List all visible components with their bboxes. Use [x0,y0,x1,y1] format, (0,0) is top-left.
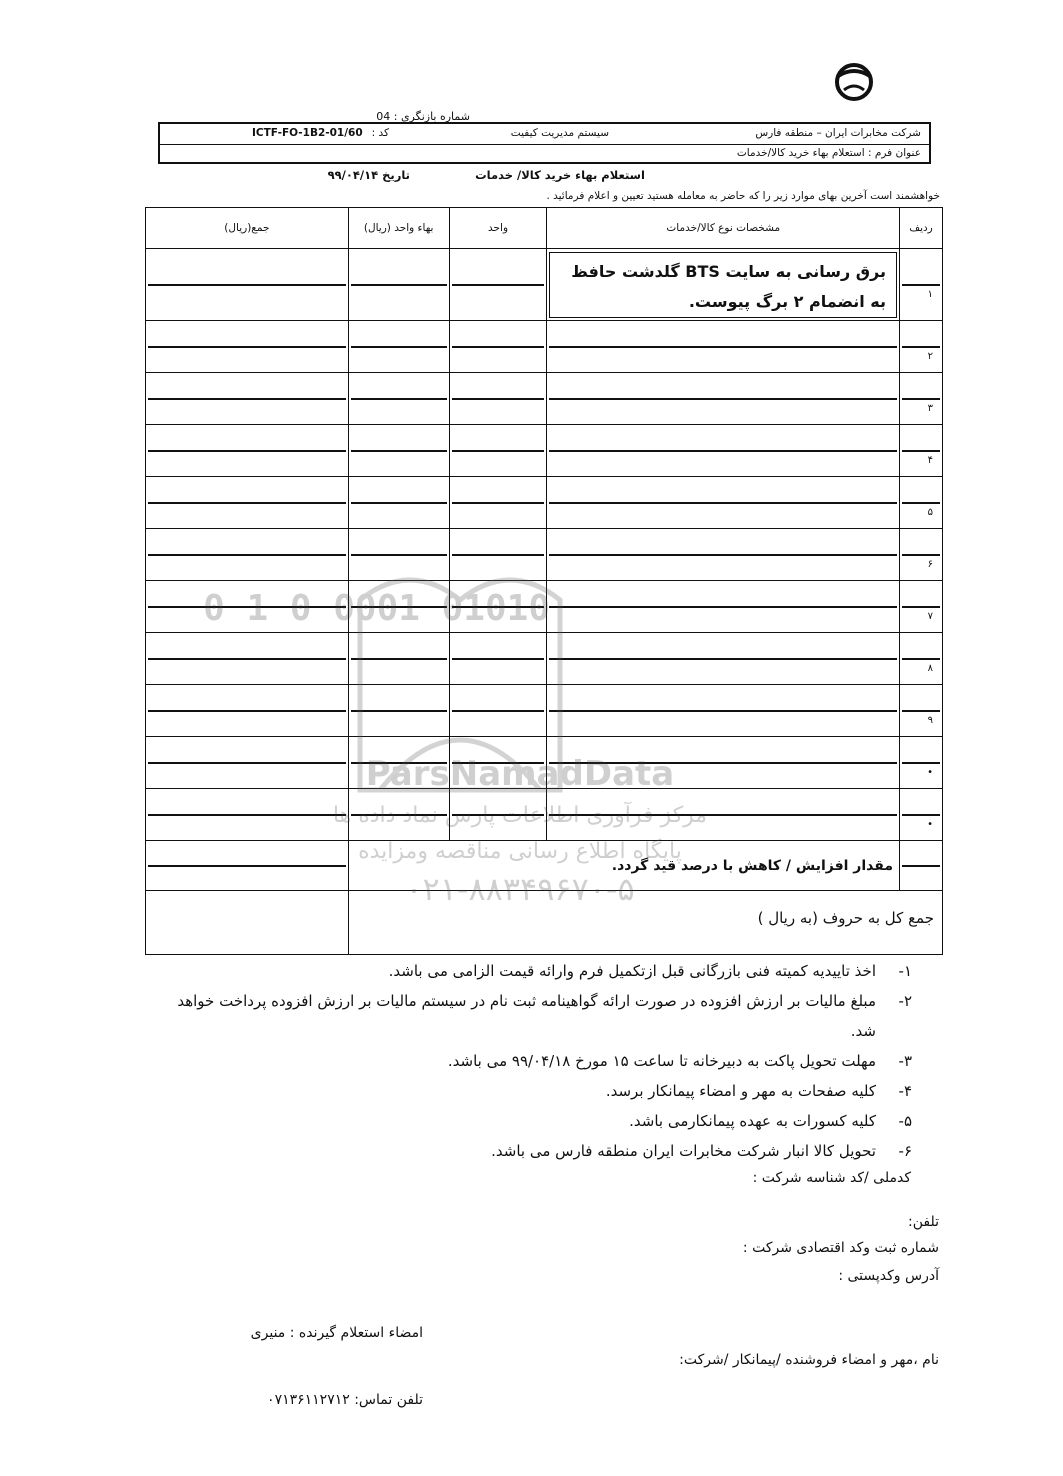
table-row [146,321,943,373]
header-total: جمع(ریال) [146,208,349,249]
phone-label: تلفن: [908,1214,939,1230]
table-row [146,249,943,321]
row-number: ۵ [927,506,933,518]
seller-signature-label: نام ،مهر و امضاء فروشنده /پیمانکار /شرکت: [679,1352,939,1368]
table-row [146,477,943,529]
notes-list [150,956,912,1166]
table-row [146,685,943,737]
revision-number: شماره بازنگری : 04 [376,110,470,123]
table-row [146,633,943,685]
watermark-binary: 01010 0001 0 1 0 [203,588,550,629]
form-code: ICTF-FO-1B2-01/60 [252,127,363,139]
row-number: • [927,818,933,830]
table-row [146,737,943,789]
form-header [158,122,931,164]
company-name: شرکت مخابرات ایران – منطقه فارس [755,127,921,139]
header-unit: واحد [449,208,547,249]
row-number: ۴ [927,454,933,466]
company-logo-icon [830,62,878,102]
cell-unit [449,249,547,321]
cell-unit-price [348,249,449,321]
note-item: ۲- مبلغ مالیات بر ارزش افزوده در صورت ارائه گواهینامه ثبت نام در سیستم مالیات بر ارزش افزوده پرداخت خواهد شد. [177,992,912,1040]
table-row [146,425,943,477]
cell-total [146,249,349,321]
cell-row [900,249,943,321]
adjust-text: مقدار افزایش / کاهش با درصد قید گردد. [611,857,893,874]
row-number: • [927,766,933,778]
total-in-words: جمع کل به حروف (به ریال ) [757,909,934,927]
note-item: ۴- کلیه صفحات به مهر و امضاء پیمانکار برسد. [605,1082,912,1100]
inquiry-intro: خواهشمند است آخرین بهای موارد زیر را که حاضر به معامله هستید تعیین و اعلام فرمائید . [546,190,940,202]
form-title: عنوان فرم : استعلام بهاء خرید کالا/خدمات [736,147,921,159]
note-item: ۵- کلیه کسورات به عهده پیمانکارمی باشد. [629,1112,912,1130]
row-number: ۱ [927,288,933,300]
note-item: ۶- تحویل کالا انبار شرکت مخابرات ایران منطقه فارس می باشد. [491,1142,912,1160]
watermark-phone: ۰۲۱-۸۸۳۴۹۶۷۰-۵ [405,870,635,908]
watermark-line1: مرکز فرآوری اطلاعات پارس نماد داده ها [332,803,708,828]
receiver-signature: امضاء استعلام گیرنده : منیری [250,1325,423,1341]
row-number: ۹ [927,714,933,726]
total-row [146,891,943,955]
row-number: ۲ [927,350,933,362]
inquiry-date: تاریخ ۹۹/۰۴/۱۴ [327,168,410,182]
header-spec: مشخصات نوع کالا/خدمات [547,208,900,249]
header-unit-price: بهاء واحد (ریال) [348,208,449,249]
table-row [146,581,943,633]
watermark-line2: پایگاه اطلاع رسانی مناقصه ومزایده [358,839,682,864]
header-row: ردیف [900,208,943,249]
address-label: آدرس وکدپستی : [838,1268,939,1284]
national-id-label: کدملی /کد شناسه شرکت : [752,1170,911,1186]
cell-spec [547,249,900,321]
table-row [146,789,943,841]
table-row [146,529,943,581]
quality-system: سیستم مدیریت کیفیت [510,127,609,139]
row-number: ۷ [927,610,933,622]
row-number: ۸ [927,662,933,674]
items-table [145,207,943,955]
table-row [146,373,943,425]
code-label: کد : [371,127,389,139]
row-number: ۳ [927,402,933,414]
watermark-brand: ParsNamadData [365,754,675,794]
registration-label: شماره ثبت وکد اقتصادی شرکت : [742,1240,939,1256]
row-number: ۶ [927,558,933,570]
note-item: ۱- اخذ تاییدیه کمیته فنی بازرگانی قبل ازتکمیل فرم وارائه قیمت الزامی می باشد. [388,962,912,980]
note-item: ۳- مهلت تحویل پاکت به دبیرخانه تا ساعت ۱۵ مورخ ۹۹/۰۴/۱۸ می باشد. [447,1052,912,1070]
adjust-row [146,841,943,891]
inquiry-title: استعلام بهاء خرید کالا/ خدمات [475,168,645,182]
contact-phone: تلفن تماس: ۰۷۱۳۶۱۱۲۷۱۲ [267,1392,423,1408]
item-description: برق رسانی به سایت BTS گلدشت حافظ به انضمام ۲ برگ پیوست. [549,252,897,318]
